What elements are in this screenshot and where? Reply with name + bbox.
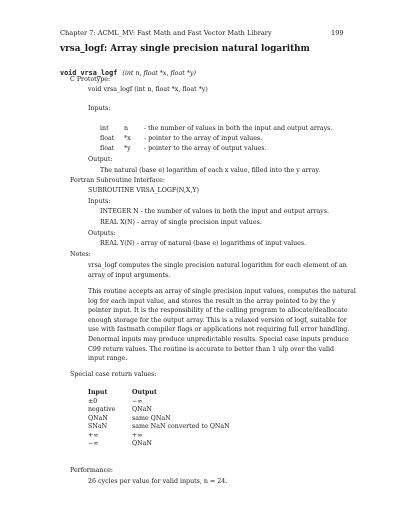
notes-intro-line: array of input arguments.	[88, 271, 171, 279]
table-row	[88, 415, 230, 423]
table-row	[88, 440, 230, 448]
c-input-name: n	[124, 125, 129, 132]
table-row	[88, 398, 230, 406]
notes-intro-line: vrsa_logf computes the single precision natural logarithm for each element of an	[88, 262, 347, 269]
running-header-chapter: Chapter 7: ACML_MV: Fast Math and Fast Vector Math Library	[60, 29, 272, 37]
table-row	[88, 406, 230, 414]
section-title: vrsa_logf: Array single precision natural logarithm	[60, 44, 310, 54]
fortran-label: Fortran Subroutine Interface:	[70, 177, 166, 184]
c-input-desc: - the number of values in both the input and output arrays.	[144, 125, 333, 132]
c-input-row	[100, 144, 266, 154]
col-header-input: Input	[88, 389, 108, 396]
cell-input: +∞	[88, 431, 99, 439]
signature-args: (int n, float *x, float *y)	[122, 70, 196, 77]
c-input-desc: - pointer to the array of input values.	[144, 135, 263, 142]
c-inputs-label: Inputs:	[88, 105, 111, 112]
performance-text: 26 cycles per value for valid inputs, n = 24.	[88, 478, 228, 485]
table-row	[88, 432, 230, 440]
fortran-input-line: INTEGER N - the number of values in both the input and output arrays.	[100, 208, 330, 215]
cell-input: ±0	[88, 398, 98, 405]
special-cases-table	[88, 388, 230, 448]
c-input-type: float	[100, 145, 115, 152]
c-output-desc: The natural (base e) logarithm of each x value, filled into the y array.	[100, 167, 321, 174]
fortran-input-line: REAL X(N) - array of single precision input values.	[100, 219, 262, 226]
c-input-type: int	[100, 125, 109, 132]
table-header-row	[88, 388, 230, 398]
page-number: 199	[331, 29, 344, 37]
fortran-outputs-label: Outputs:	[88, 230, 116, 237]
col-header-output: Output	[132, 389, 157, 396]
notes-body-line: Denormal inputs may produce unpredictable results. Special case inputs produce	[88, 335, 349, 343]
c-input-row	[100, 134, 262, 144]
notes-body-line: C99 return values. The routine is accurate to better than 1 ulp over the valid	[88, 345, 335, 353]
fortran-output-line: REAL Y(N) - array of natural (base e) logarithms of input values.	[100, 240, 307, 247]
notes-intro	[88, 261, 347, 280]
c-prototype-label: C Prototype:	[70, 76, 111, 83]
performance-label: Performance:	[70, 467, 113, 474]
c-prototype-decl: void vrsa_logf (int n, float *x, float *y)	[88, 86, 208, 93]
c-input-desc: - pointer to the array of output values.	[144, 145, 267, 152]
c-input-name: *x	[124, 135, 131, 142]
cell-output: same NaN converted to QNaN	[132, 423, 230, 431]
special-cases-label: Special case return values:	[70, 371, 157, 378]
cell-input: QNaN	[88, 414, 108, 422]
notes-body-line: use with fastmath compiler flags or applications not requiring full error handling.	[88, 326, 350, 334]
cell-output: same QNaN	[132, 414, 171, 422]
notes-body-line: enough storage for the output array. This is a relaxed version of logf, suitable for	[88, 316, 347, 324]
fortran-decl: SUBROUTINE VRSA_LOGF(N,X,Y)	[88, 187, 199, 194]
cell-input: negative	[88, 406, 116, 414]
notes-body	[88, 287, 356, 364]
notes-label: Notes:	[70, 251, 91, 258]
cell-input: −∞	[88, 440, 99, 448]
fortran-inputs-label: Inputs:	[88, 198, 111, 205]
c-input-row	[100, 124, 332, 134]
notes-body-line: input range.	[88, 355, 128, 363]
notes-body-line: log for each input value, and stores the result in the array pointed to by the y	[88, 297, 336, 305]
c-input-name: *y	[124, 145, 131, 152]
c-output-label: Output:	[88, 156, 113, 163]
table-row	[88, 423, 230, 431]
cell-output: QNaN	[132, 406, 152, 414]
cell-output: +∞	[132, 431, 143, 439]
cell-input: SNaN	[88, 423, 108, 431]
c-input-type: float	[100, 135, 115, 142]
notes-body-line: This routine accepts an array of single precision input values, computes the natural	[88, 288, 356, 295]
signature-name: void vrsa_logf	[60, 69, 118, 77]
cell-output: −∞	[132, 398, 143, 405]
cell-output: QNaN	[132, 440, 152, 448]
notes-body-line: pointer input. It is the responsibility of the calling program to allocate/deallocate	[88, 307, 348, 315]
